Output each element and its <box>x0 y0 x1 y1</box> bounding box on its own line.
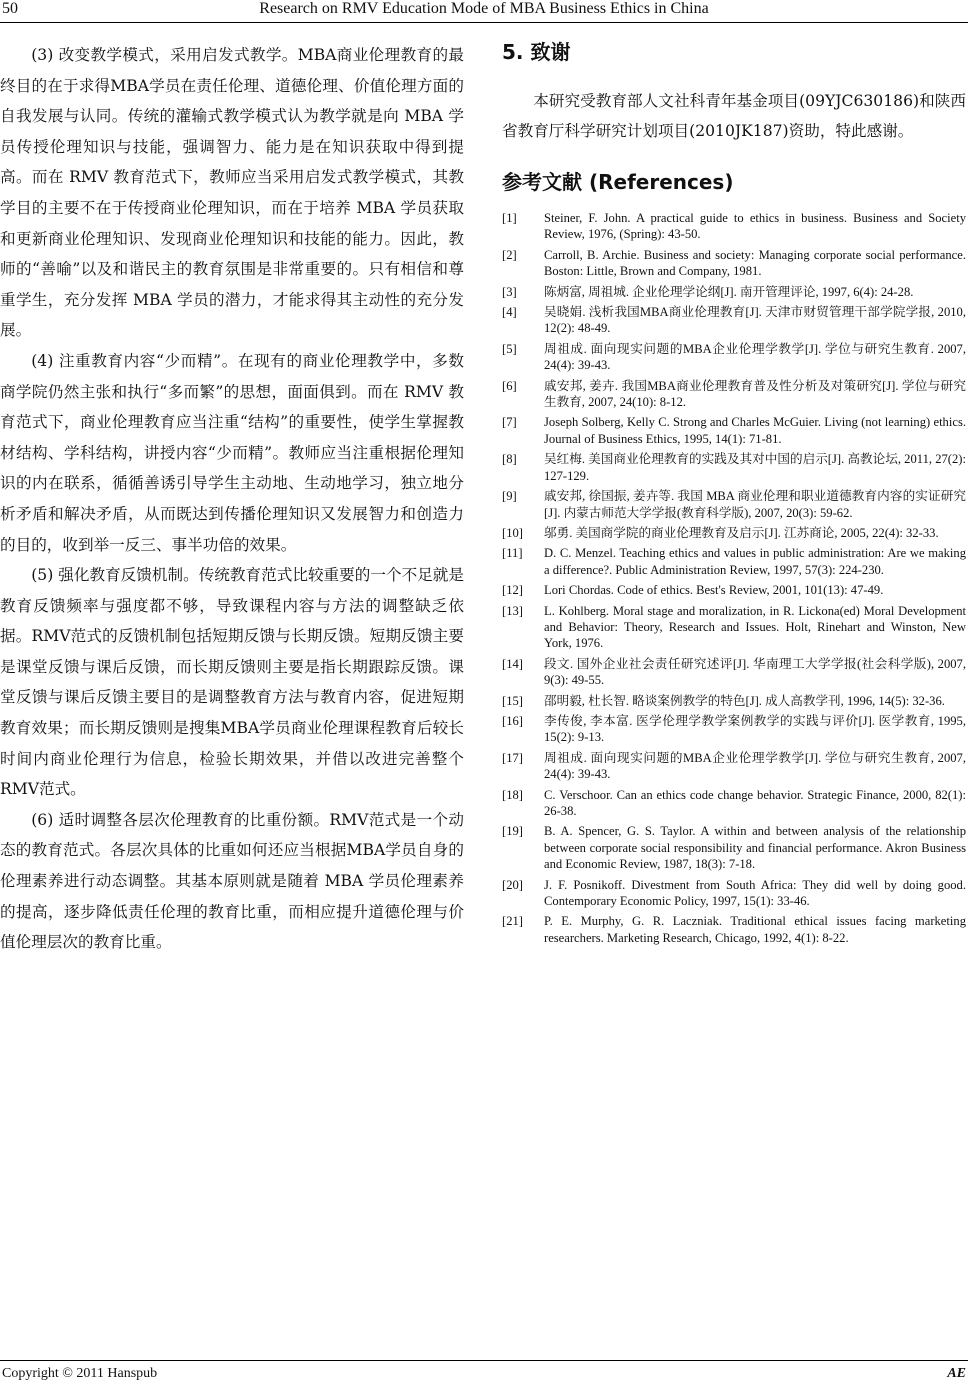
reference-item <box>502 488 966 521</box>
reference-text: 邵明毅, 杜长智. 略谈案例教学的特色[J]. 成人高教学刊, 1996, 14(5): 32-36. <box>544 693 945 708</box>
reference-number: [2] <box>502 247 517 262</box>
reference-text: 陈炳富, 周祖城. 企业伦理学论纲[J]. 南开管理评论, 1997, 6(4): 24-28. <box>544 284 914 299</box>
body-paragraph: (6) 适时调整各层次伦理教育的比重份额。RMV范式是一个动态的教育范式。各层次具体的比重如何还应当根据MBA学员自身的伦理素养进行动态调整。其基本原则就是随着 MBA 学员伦理素养的提高，逐步降低责任伦理的教育比重，而相应提升道德伦理与价值伦理层次的教育比重。 <box>0 810 464 952</box>
reference-text: 李传俊, 李本富. 医学伦理学教学案例教学的实践与评价[J]. 医学教育, 1995, 15(2): 9-13. <box>544 713 966 745</box>
copyright-notice: Copyright © 2011 Hanspub <box>2 1366 158 1381</box>
reference-item <box>502 247 966 280</box>
reference-number: [9] <box>502 489 517 504</box>
page-number: 50 <box>2 0 18 17</box>
reference-number: [5] <box>502 341 517 356</box>
reference-text: Lori Chordas. Code of ethics. Best's Review, 2001, 101(13): 47-49. <box>544 583 884 598</box>
reference-item <box>502 877 966 910</box>
reference-text: P. E. Murphy, G. R. Laczniak. Traditional ethical issues facing marketing researchers. Marketing Research, Chicago, 1992, 4(1): 8-22. <box>544 914 966 945</box>
reference-item <box>502 525 966 541</box>
reference-item <box>502 414 966 447</box>
reference-number: [11] <box>502 546 523 561</box>
reference-text: C. Verschoor. Can an ethics code change behavior. Strategic Finance, 2000, 82(1): 26-38. <box>544 787 966 818</box>
reference-number: [4] <box>502 305 517 320</box>
reference-item <box>502 750 966 783</box>
reference-number: [19] <box>502 824 523 839</box>
reference-item <box>502 693 966 709</box>
reference-list <box>502 210 966 946</box>
reference-number: [1] <box>502 211 517 225</box>
reference-number: [13] <box>502 603 523 618</box>
page-header <box>0 0 968 24</box>
reference-item <box>502 304 966 337</box>
reference-item <box>502 656 966 689</box>
reference-item <box>502 582 966 598</box>
reference-text: 吴晓娟. 浅析我国MBA商业伦理教育[J]. 天津市财贸管理干部学院学报, 2010, 12(2): 48-49. <box>544 305 966 336</box>
reference-number: [16] <box>502 713 523 728</box>
reference-text: 邬勇. 美国商学院的商业伦理教育及启示[J]. 江苏商论, 2005, 22(4): 32-33. <box>544 525 939 540</box>
journal-abbreviation: AE <box>947 1366 966 1381</box>
body-paragraph: (4) 注重教育内容“少而精”。在现有的商业伦理教学中，多数商学院仍然主张和执行“多而繁”的思想，面面俱到。而在 RMV 教育范式下，商业伦理教育应当注重“结构”的重要性，使学生掌握教材结构、学科结构，讲授内容“少而精”。教师应当注重根据伦理知识的内在联系，循循善诱引导学生主动地、生动地学习，独立地分析矛盾和解决矛盾，从而既达到传播伦理知识又发展智力和创造力的目的，收到举一反三、事半功倍的效果。 <box>0 351 464 554</box>
acknowledgement-heading: 5. 致谢 <box>502 40 571 64</box>
reference-number: [10] <box>502 525 523 540</box>
left-column <box>0 40 464 958</box>
right-column <box>502 36 966 950</box>
reference-number: [18] <box>502 787 523 802</box>
reference-item <box>502 210 966 243</box>
reference-number: [17] <box>502 750 523 765</box>
header-rule <box>0 22 968 23</box>
reference-text: Steiner, F. John. A practical guide to ethics in business. Business and Society Review, 1976, (Spring): 43-50. <box>544 211 966 242</box>
reference-item <box>502 451 966 484</box>
reference-text: 段文. 国外企业社会责任研究述评[J]. 华南理工大学学报(社会科学版), 2007, 9(3): 49-55. <box>544 656 966 688</box>
reference-number: [15] <box>502 693 523 708</box>
reference-text: 戚安邦, 徐国振, 姜卉等. 我国 MBA 商业伦理和职业道德教育内容的实证研究[J]. 内蒙古师范大学学报(教育科学版), 2007, 20(3): 59-62. <box>544 489 966 520</box>
reference-item <box>502 545 966 578</box>
reference-number: [21] <box>502 914 523 929</box>
reference-item <box>502 378 966 411</box>
reference-text: 戚安邦, 姜卉. 我国MBA商业伦理教育普及性分析及对策研究[J]. 学位与研究生教育, 2007, 24(10): 8-12. <box>544 378 966 410</box>
reference-number: [3] <box>502 284 517 299</box>
reference-item <box>502 913 966 946</box>
reference-item <box>502 823 966 872</box>
reference-text: B. A. Spencer, G. S. Taylor. A within and between analysis of the relationship between corporate social responsibility and financial performance. Akron Business and Economic Review, 1987, 18(3): 7-18. <box>544 824 966 872</box>
reference-item <box>502 284 966 300</box>
reference-number: [6] <box>502 378 517 393</box>
reference-item <box>502 713 966 746</box>
reference-number: [12] <box>502 583 523 598</box>
references-heading: 参考文献 (References) <box>502 170 734 194</box>
body-paragraph: (5) 强化教育反馈机制。传统教育范式比较重要的一个不足就是教育反馈频率与强度都不够，导致课程内容与方法的调整缺乏依据。RMV范式的反馈机制包括短期反馈与长期反馈。短期反馈主要是课堂反馈与课后反馈，而长期反馈则主要是指长期跟踪反馈。课堂反馈与课后反馈主要目的是调整教育方法与教育内容，促进短期教育效果；而长期反馈则是搜集MBA学员商业伦理课程教育后较长时间内商业伦理行为信息，检验长期效果，并借以改进完善整个RMV范式。 <box>0 566 464 799</box>
reference-number: [7] <box>502 415 517 430</box>
reference-item <box>502 787 966 820</box>
reference-text: 周祖成. 面向现实问题的MBA企业伦理学教学[J]. 学位与研究生教育. 2007, 24(4): 39-43. <box>544 341 966 373</box>
reference-item <box>502 341 966 374</box>
acknowledgement-text: 本研究受教育部人文社科青年基金项目(09YJC630186)和陕西省教育厅科学研究计划项目(2010JK187)资助，特此感谢。 <box>502 92 966 140</box>
reference-text: L. Kohlberg. Moral stage and moralization, in R. Lickona(ed) Moral Development and Behavior: Theory, Research and Issues. Holt, Rinehart and Winston, New York, 1976. <box>544 603 966 651</box>
reference-text: 周祖成. 面向现实问题的MBA企业伦理学教学[J]. 学位与研究生教育, 2007, 24(4): 39-43. <box>544 750 966 782</box>
footer-rule <box>0 1360 968 1361</box>
reference-number: [20] <box>502 877 523 892</box>
reference-number: [8] <box>502 452 517 467</box>
body-paragraph: (3) 改变教学模式，采用启发式教学。MBA商业伦理教育的最终目的在于求得MBA学员在责任伦理、道德伦理、价值伦理方面的自我发展与认同。传统的灌输式教学模式认为教学就是向 MBA 学员传授伦理知识与技能，强调智力、能力是在知识获取中得到提高。而在 RMV 教育范式下，教师应当采用启发式教学模式，其教学目的主要不在于传授商业伦理知识，而在于培养 MBA 学员获取和更新商业伦理知识、发现商业伦理知识和技能的能力。因此，教师的“善喻”以及和谐民主的教育氛围是非常重要的。只有相信和尊重学生，充分发挥 MBA 学员的潜力，才能求得其主动性的充分发展。 <box>0 46 464 340</box>
reference-text: J. F. Posnikoff. Divestment from South Africa: They did well by doing good. Contemporary Economic Policy, 1997, 15(1): 33-46. <box>544 877 966 909</box>
running-head: Research on RMV Education Mode of MBA Business Ethics in China <box>259 0 709 17</box>
reference-number: [14] <box>502 656 523 671</box>
reference-text: Carroll, B. Archie. Business and society: Managing corporate social performance. Boston: Little, Brown and Company, 1981. <box>544 247 966 279</box>
reference-text: 吴红梅. 美国商业伦理教育的实践及其对中国的启示[J]. 高教论坛, 2011, 27(2): 127-129. <box>544 452 966 483</box>
reference-item <box>502 603 966 652</box>
reference-text: Joseph Solberg, Kelly C. Strong and Charles McGuier. Living (not learning) ethics. Journal of Business Ethics, 1995, 14(1): 71-81. <box>544 415 966 446</box>
reference-text: D. C. Menzel. Teaching ethics and values in public administration: Are we making a difference?. Public Administration Review, 1997, 57(3): 224-230. <box>544 546 966 577</box>
